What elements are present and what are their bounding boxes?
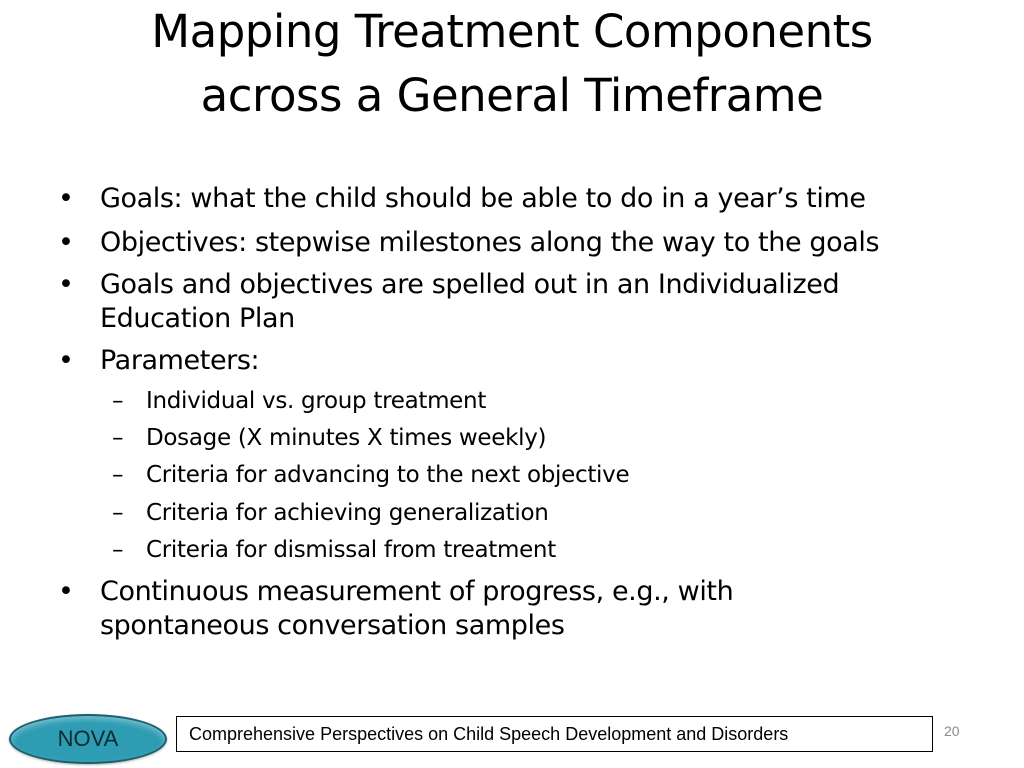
- nova-badge: NOVA: [9, 714, 167, 764]
- bullet-text: Education Plan: [100, 303, 295, 334]
- bullet-text: Parameters:: [100, 345, 260, 376]
- dash-marker: –: [112, 462, 124, 488]
- bullet-text: Objectives: stepwise milestones along the way to the goals: [100, 227, 880, 258]
- footer-caption: Comprehensive Perspectives on Child Speech Development and Disorders: [176, 716, 933, 752]
- title-line-1: Mapping Treatment Components: [151, 5, 873, 58]
- sub-bullet-text: Dosage (X minutes X times weekly): [146, 425, 547, 451]
- sub-bullet-text: Individual vs. group treatment: [146, 388, 487, 414]
- sub-bullet-text: Criteria for achieving generalization: [146, 500, 549, 526]
- bullet-text: Goals and objectives are spelled out in an Individualized: [100, 269, 840, 300]
- dash-marker: –: [112, 425, 124, 451]
- sub-bullet-text: Criteria for dismissal from treatment: [146, 537, 556, 563]
- bullet-marker: •: [58, 269, 74, 300]
- dash-marker: –: [112, 500, 124, 526]
- bullet-marker: •: [58, 345, 74, 376]
- bullet-text: spontaneous conversation samples: [100, 610, 565, 641]
- bullet-marker: •: [58, 576, 74, 607]
- dash-marker: –: [112, 537, 124, 563]
- sub-bullet-text: Criteria for advancing to the next objective: [146, 462, 630, 488]
- bullet-marker: •: [58, 183, 74, 214]
- bullet-text: Continuous measurement of progress, e.g., with: [100, 576, 734, 607]
- title-line-2: across a General Timeframe: [200, 69, 824, 122]
- bullet-text: Goals: what the child should be able to do in a year’s time: [100, 183, 866, 214]
- bullet-marker: •: [58, 227, 74, 258]
- page-number: 20: [944, 723, 960, 739]
- dash-marker: –: [112, 388, 124, 414]
